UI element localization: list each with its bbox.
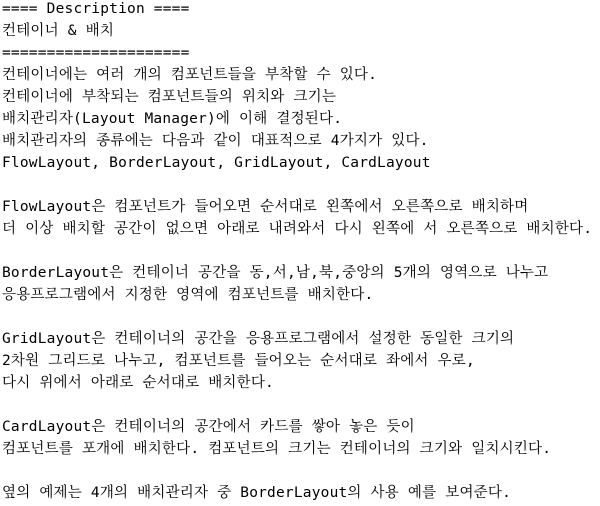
intro-line: 배치관리자의 종류에는 다음과 같이 대표적으로 4가지가 있다.	[2, 133, 429, 149]
borderlayout-line: 응용프로그램에서 지정한 영역에 컴포넌트를 배치한다.	[2, 287, 374, 303]
borderlayout-line: BorderLayout은 컨테이너 공간을 동,서,남,북,중앙의 5개의 영역으로 나누고	[2, 265, 549, 281]
cardlayout-line: CardLayout은 컨테이너의 공간에서 카드를 쌓아 놓은 듯이	[2, 419, 415, 435]
cardlayout-line: 컴포넌트를 포개에 배치한다. 컴포넌트의 크기는 컨테이너의 크기와 일치시킨다.	[2, 441, 552, 457]
flowlayout-line: FlowLayout은 컴포넌트가 들어오면 순서대로 왼쪽에서 오른쪽으로 배치하며	[2, 199, 529, 215]
layout-list-line: FlowLayout, BorderLayout, GridLayout, CardLayout	[2, 155, 431, 171]
header-rule: =====================	[2, 45, 190, 61]
gridlayout-line: 다시 위에서 아래로 순서대로 배치한다.	[2, 375, 274, 391]
intro-line: 컨테이너에 부착되는 컴포넌트들의 위치와 크기는	[2, 89, 337, 105]
section-title: 컨테이너 & 배치	[2, 23, 115, 39]
description-header: ==== Description ====	[2, 1, 190, 17]
closing-line: 옆의 예제는 4개의 배치관리자 중 BorderLayout의 사용 예를 보여준다.	[2, 485, 512, 501]
gridlayout-line: GridLayout은 컨테이너의 공간을 응용프로그램에서 설정한 동일한 크기의	[2, 331, 515, 347]
intro-line: 배치관리자(Layout Manager)에 이해 결정된다.	[2, 111, 343, 127]
gridlayout-line: 2차원 그리드로 나누고, 컴포넌트를 들어오는 순서대로 좌에서 우로,	[2, 353, 475, 369]
intro-line: 컨테이너에는 여러 개의 컴포넌트들을 부착할 수 있다.	[2, 67, 378, 83]
flowlayout-line: 더 이상 배치할 공간이 없으면 아래로 내려와서 다시 왼쪽에 서 오른쪽으로 배치한다.	[2, 221, 593, 237]
